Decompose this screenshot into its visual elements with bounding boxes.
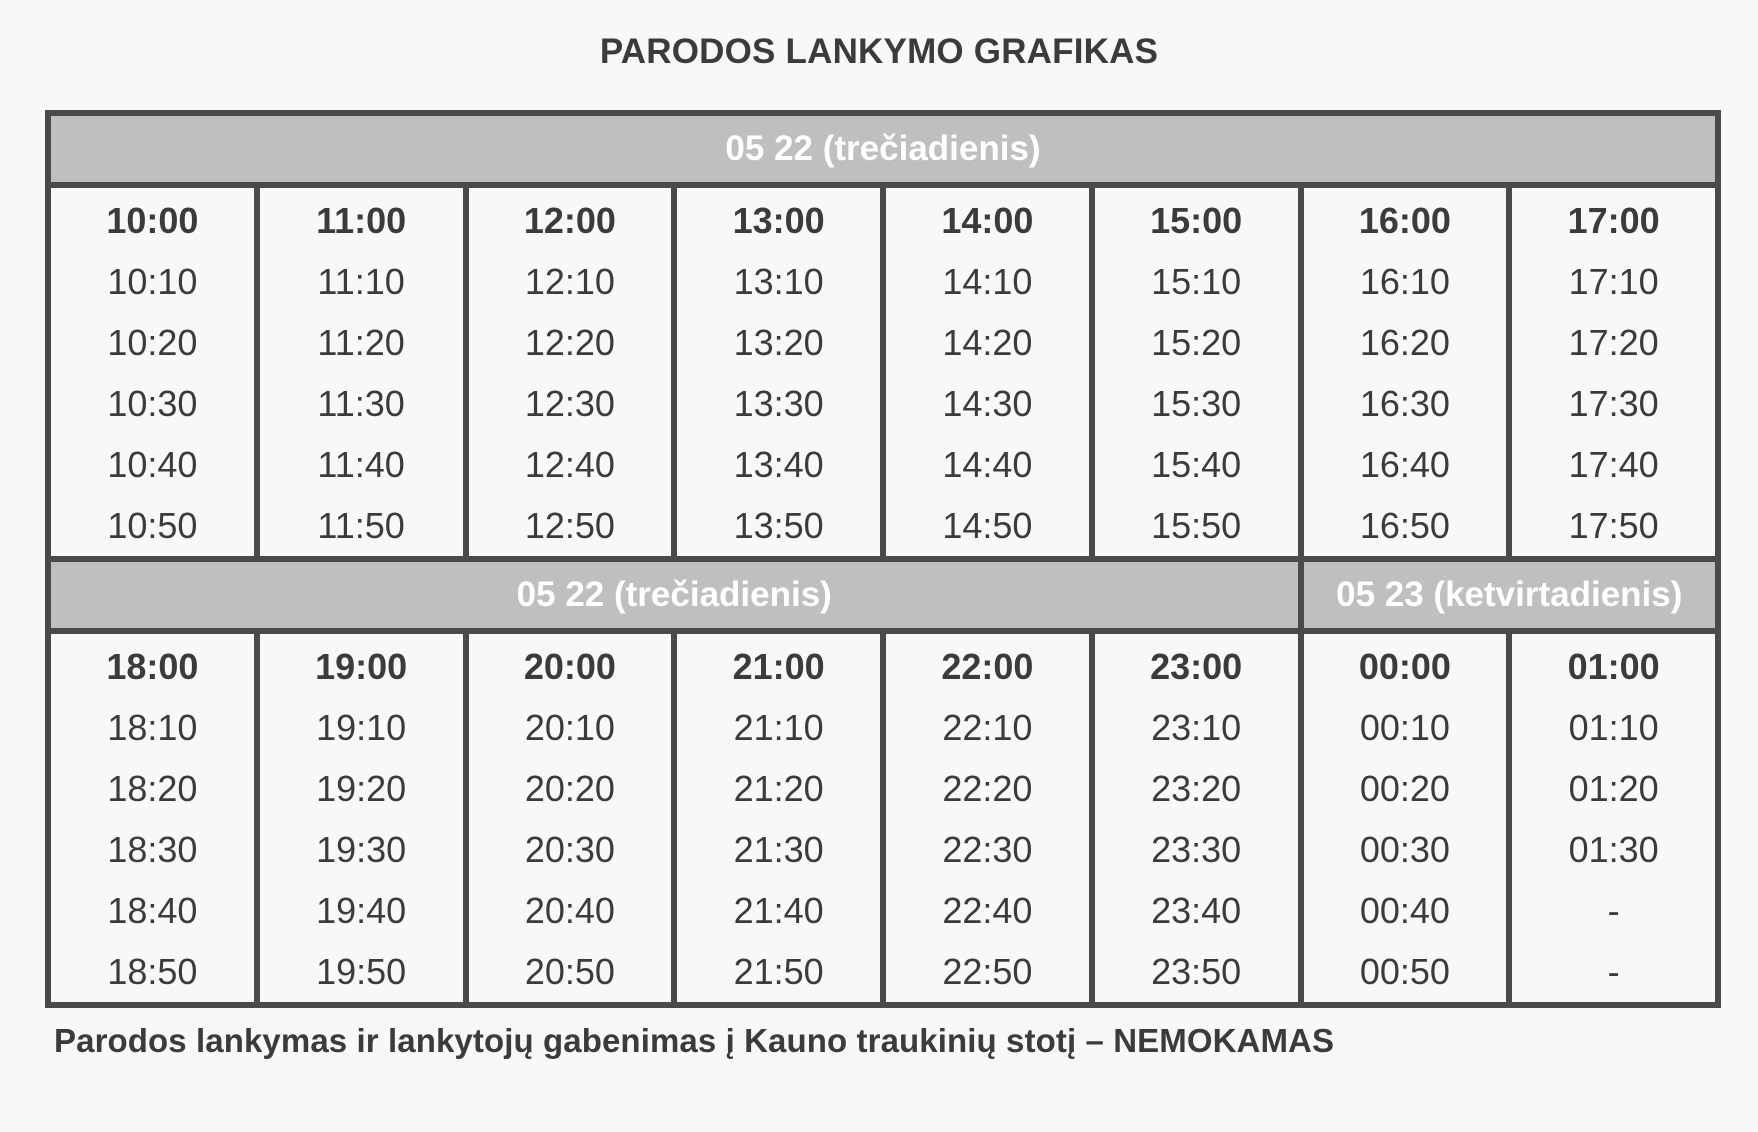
hour-column <box>883 185 1092 559</box>
time-slot: 10:20 <box>107 322 198 363</box>
time-slot: 10:30 <box>107 383 198 424</box>
hour-slot: 14:00 <box>941 200 1034 241</box>
time-slot: 21:50 <box>733 951 824 992</box>
time-slot: 21:10 <box>733 707 824 748</box>
time-slot: 18:20 <box>107 768 198 809</box>
time-slot: 01:10 <box>1568 707 1659 748</box>
hour-slot: 17:00 <box>1567 200 1660 241</box>
time-slot: 16:30 <box>1359 383 1450 424</box>
time-slot: 15:20 <box>1151 322 1242 363</box>
hour-column <box>48 631 257 1005</box>
time-slot: 20:10 <box>524 707 615 748</box>
time-slot: 23:10 <box>1151 707 1242 748</box>
time-slot: 16:20 <box>1359 322 1450 363</box>
time-slot: 11:10 <box>317 261 405 302</box>
time-slot: 00:10 <box>1359 707 1450 748</box>
time-slot: 23:50 <box>1151 951 1242 992</box>
time-slot: 18:30 <box>107 829 198 870</box>
time-slot: 15:40 <box>1151 444 1242 485</box>
day-header-row-1 <box>48 113 1718 185</box>
time-slot: 19:40 <box>316 890 407 931</box>
time-slot: 14:20 <box>942 322 1033 363</box>
time-slot: 12:50 <box>524 505 615 546</box>
time-slot: 17:30 <box>1568 383 1659 424</box>
hour-column <box>466 631 675 1005</box>
hour-slot: 01:00 <box>1567 646 1660 687</box>
schedule-table <box>45 110 1721 1008</box>
time-slot: 16:50 <box>1359 505 1450 546</box>
time-slot: 20:20 <box>524 768 615 809</box>
hour-column <box>48 185 257 559</box>
hour-column <box>257 185 466 559</box>
time-slot: 12:30 <box>524 383 615 424</box>
hour-slot: 15:00 <box>1150 200 1243 241</box>
time-slot: 16:10 <box>1359 261 1450 302</box>
time-slot: 13:50 <box>733 505 824 546</box>
time-slot: 21:40 <box>733 890 824 931</box>
time-slot: 23:20 <box>1151 768 1242 809</box>
time-slot: 13:20 <box>733 322 824 363</box>
time-slot: 00:40 <box>1359 890 1450 931</box>
hour-column <box>466 185 675 559</box>
time-slot: 12:40 <box>524 444 615 485</box>
time-slot: 19:30 <box>316 829 407 870</box>
time-slot: 22:10 <box>942 707 1033 748</box>
time-slot: 20:40 <box>524 890 615 931</box>
time-slot: - <box>1607 890 1620 931</box>
hour-slot: 00:00 <box>1358 646 1451 687</box>
time-slot: 19:10 <box>316 707 407 748</box>
time-slot: 23:30 <box>1151 829 1242 870</box>
time-slot: 18:40 <box>107 890 198 931</box>
time-slot: 17:50 <box>1568 505 1659 546</box>
time-slot: 14:30 <box>942 383 1033 424</box>
hour-slot: 13:00 <box>732 200 825 241</box>
time-slot: 01:20 <box>1568 768 1659 809</box>
time-slot: 11:20 <box>317 322 405 363</box>
time-slot: 11:40 <box>317 444 405 485</box>
time-slot: 16:40 <box>1359 444 1450 485</box>
time-slot: 15:30 <box>1151 383 1242 424</box>
time-slot: 14:50 <box>942 505 1033 546</box>
day-header-05-22: 05 22 (trečiadienis) <box>48 113 1718 185</box>
hour-column <box>1301 185 1510 559</box>
hour-column <box>1509 185 1718 559</box>
time-slot: 22:30 <box>942 829 1033 870</box>
time-slot: 18:50 <box>107 951 198 992</box>
time-slot: 11:30 <box>317 383 405 424</box>
time-slot: 14:40 <box>942 444 1033 485</box>
day-header-05-23: 05 23 (ketvirtadienis) <box>1301 559 1719 631</box>
time-slot: 22:20 <box>942 768 1033 809</box>
time-slot: 00:20 <box>1359 768 1450 809</box>
hour-column <box>883 631 1092 1005</box>
hour-column <box>1092 631 1301 1005</box>
hour-slot: 12:00 <box>523 200 616 241</box>
time-slot: 13:40 <box>733 444 824 485</box>
time-slot: 11:50 <box>317 505 405 546</box>
time-slot: 15:50 <box>1151 505 1242 546</box>
hour-column <box>1509 631 1718 1005</box>
hour-slot: 10:00 <box>106 200 199 241</box>
time-slot: 10:10 <box>107 261 198 302</box>
time-row-2 <box>48 631 1718 1005</box>
hour-column <box>1092 185 1301 559</box>
time-slot: 22:40 <box>942 890 1033 931</box>
hour-column <box>1301 631 1510 1005</box>
hour-column <box>674 185 883 559</box>
hour-column <box>257 631 466 1005</box>
time-slot: - <box>1607 951 1620 992</box>
hour-slot: 20:00 <box>523 646 616 687</box>
hour-slot: 16:00 <box>1358 200 1451 241</box>
time-slot: 13:10 <box>733 261 824 302</box>
time-slot: 14:10 <box>942 261 1033 302</box>
time-slot: 20:50 <box>524 951 615 992</box>
day-header-05-22: 05 22 (trečiadienis) <box>48 559 1301 631</box>
time-slot: 23:40 <box>1151 890 1242 931</box>
time-slot: 19:20 <box>316 768 407 809</box>
hour-slot: 22:00 <box>941 646 1034 687</box>
footer-note: Parodos lankymas ir lankytojų gabenimas į Kauno traukinių stotį – NEMOKAMAS <box>54 1022 1335 1059</box>
time-slot: 12:20 <box>524 322 615 363</box>
time-slot: 17:20 <box>1568 322 1659 363</box>
time-slot: 18:10 <box>107 707 198 748</box>
time-slot: 17:40 <box>1568 444 1659 485</box>
time-slot: 00:50 <box>1359 951 1450 992</box>
hour-slot: 21:00 <box>732 646 825 687</box>
day-header-row-2 <box>48 559 1718 631</box>
time-slot: 20:30 <box>524 829 615 870</box>
time-slot: 10:50 <box>107 505 198 546</box>
time-slot: 22:50 <box>942 951 1033 992</box>
page-title: PARODOS LANKYMO GRAFIKAS <box>599 32 1159 71</box>
time-slot: 12:10 <box>524 261 615 302</box>
hour-slot: 11:00 <box>316 200 407 241</box>
time-slot: 21:20 <box>733 768 824 809</box>
hour-slot: 23:00 <box>1150 646 1243 687</box>
time-slot: 17:10 <box>1568 261 1659 302</box>
hour-column <box>674 631 883 1005</box>
hour-slot: 18:00 <box>106 646 199 687</box>
hour-slot: 19:00 <box>315 646 408 687</box>
time-slot: 19:50 <box>316 951 407 992</box>
time-slot: 10:40 <box>107 444 198 485</box>
time-row-1 <box>48 185 1718 559</box>
time-slot: 00:30 <box>1359 829 1450 870</box>
time-slot: 15:10 <box>1151 261 1242 302</box>
time-slot: 21:30 <box>733 829 824 870</box>
time-slot: 13:30 <box>733 383 824 424</box>
time-slot: 01:30 <box>1568 829 1659 870</box>
